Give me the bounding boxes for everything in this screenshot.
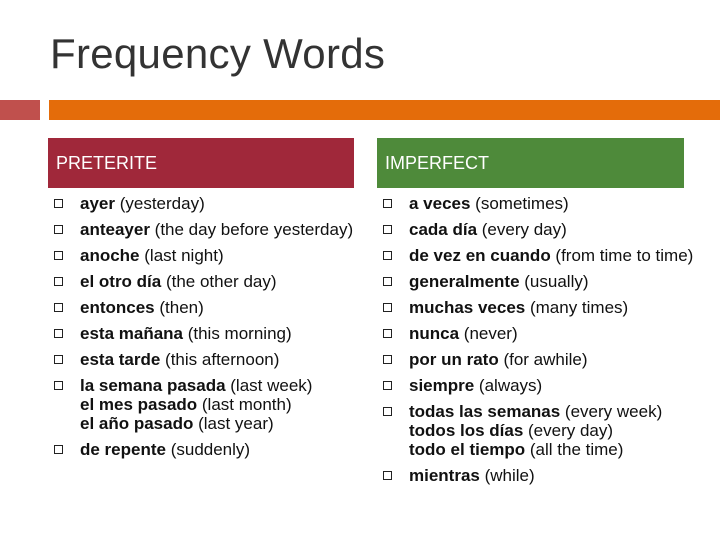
square-bullet-icon [54, 251, 63, 260]
gloss: (yesterday) [114, 194, 205, 213]
square-bullet-icon [383, 303, 392, 312]
square-bullet-icon [383, 407, 392, 416]
gloss: (many times) [525, 298, 629, 317]
term: a veces [409, 194, 471, 213]
term: la semana pasada [80, 376, 226, 395]
list-item [383, 350, 703, 369]
preterite-header: PRETERITE [48, 138, 354, 188]
term: todo el tiempo [409, 440, 526, 459]
square-bullet-icon [54, 355, 63, 364]
list-item [54, 298, 354, 317]
square-bullet-icon [383, 225, 392, 234]
term: cada día [409, 220, 478, 239]
list-item [54, 194, 354, 213]
imperfect-list [383, 194, 703, 492]
square-bullet-icon [383, 381, 392, 390]
list-item [383, 376, 703, 395]
list-item [383, 324, 703, 343]
square-bullet-icon [54, 199, 63, 208]
gloss: (never) [459, 324, 518, 343]
list-item [383, 440, 703, 459]
term: muchas veces [409, 298, 526, 317]
square-bullet-icon [383, 277, 392, 286]
list-item [383, 402, 703, 421]
gloss: (last week) [225, 376, 313, 395]
term: entonces [80, 298, 155, 317]
square-bullet-icon [54, 303, 63, 312]
term: el año pasado [80, 414, 194, 433]
term: mientras [409, 466, 480, 485]
list-item [54, 414, 354, 433]
imperfect-header: IMPERFECT [377, 138, 684, 188]
term: esta tarde [80, 350, 161, 369]
list-item [54, 376, 354, 395]
gloss: (every day) [523, 421, 614, 440]
gloss: (from time to time) [550, 246, 694, 265]
list-item [54, 220, 354, 239]
gloss: (all the time) [525, 440, 624, 459]
gloss: (this morning) [183, 324, 292, 343]
list-item [383, 272, 703, 291]
list-item [383, 220, 703, 239]
square-bullet-icon [54, 225, 63, 234]
square-bullet-icon [383, 329, 392, 338]
gloss: (every day) [477, 220, 567, 239]
gloss: (the day before yesterday) [149, 220, 354, 239]
term: el otro día [80, 272, 162, 291]
gloss: (suddenly) [165, 440, 251, 459]
gloss: (then) [154, 298, 204, 317]
preterite-list [54, 194, 354, 466]
slide-title: Frequency Words [50, 30, 386, 77]
list-item [383, 246, 703, 265]
list-item [54, 324, 354, 343]
list-item [383, 421, 703, 440]
square-bullet-icon [54, 277, 63, 286]
list-item [383, 466, 703, 485]
term: todas las semanas [409, 402, 561, 421]
square-bullet-icon [54, 445, 63, 454]
list-item [383, 194, 703, 213]
square-bullet-icon [383, 355, 392, 364]
list-item [54, 440, 354, 459]
term: todos los días [409, 421, 524, 440]
gloss: (for awhile) [498, 350, 588, 369]
term: generalmente [409, 272, 520, 291]
gloss: (last night) [139, 246, 224, 265]
term: nunca [409, 324, 460, 343]
square-bullet-icon [54, 329, 63, 338]
term: anoche [80, 246, 140, 265]
accent-bar-left [0, 100, 40, 120]
gloss: (while) [479, 466, 535, 485]
list-item [54, 395, 354, 414]
list-item [54, 350, 354, 369]
gloss: (every week) [560, 402, 663, 421]
list-item [54, 272, 354, 291]
term: por un rato [409, 350, 499, 369]
square-bullet-icon [383, 199, 392, 208]
gloss: (always) [474, 376, 543, 395]
term: ayer [80, 194, 115, 213]
term: de repente [80, 440, 166, 459]
square-bullet-icon [383, 251, 392, 260]
term: anteayer [80, 220, 150, 239]
list-item [54, 246, 354, 265]
list-item [383, 298, 703, 317]
square-bullet-icon [383, 471, 392, 480]
term: de vez en cuando [409, 246, 551, 265]
gloss: (the other day) [161, 272, 277, 291]
term: esta mañana [80, 324, 183, 343]
gloss: (last year) [193, 414, 274, 433]
gloss: (last month) [197, 395, 292, 414]
term: siempre [409, 376, 475, 395]
term: el mes pasado [80, 395, 198, 414]
accent-bar-right [49, 100, 720, 120]
square-bullet-icon [54, 381, 63, 390]
gloss: (this afternoon) [160, 350, 280, 369]
gloss: (sometimes) [470, 194, 569, 213]
gloss: (usually) [519, 272, 589, 291]
